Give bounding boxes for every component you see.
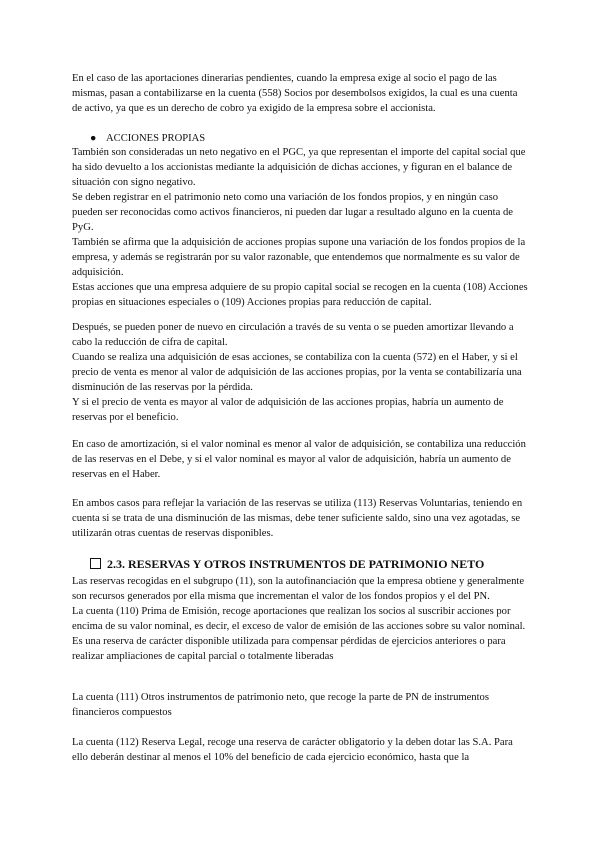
- paragraph-aportaciones: [72, 71, 530, 116]
- checkbox-square-icon: [90, 558, 101, 569]
- paragraph-text: Se deben registrar en el patrimonio neto como una variación de los fondos propios, y en ningún caso pueden ser reconocidas como activos financieros, ni pueden dar lugar a resultado alguno en la cuenta de PyG.: [72, 192, 513, 233]
- paragraph-text: En caso de amortización, si el valor nominal es menor al valor de adquisición, se contabiliza una reducción de las reservas en el Debe, y si el valor nominal es mayor al valor de adquisición, habría un aumento de reservas en el Haber.: [72, 439, 526, 480]
- paragraph-ambos-casos: [72, 496, 530, 541]
- section-circulacion: [72, 320, 530, 425]
- paragraph-amortizacion: [72, 437, 530, 482]
- paragraph-text: También se afirma que la adquisición de acciones propias supone una variación de los fondos propios de la empresa, y además se registrarán por su valor razonable, que entendemos que normalmente es su valor de adquisición.: [72, 237, 526, 278]
- paragraph-text: La cuenta (111) Otros instrumentos de patrimonio neto, que recoge la parte de PN de instrumentos financieros compuestos: [72, 692, 489, 718]
- bullet-acciones-propias: [90, 131, 205, 146]
- paragraph-text: Cuando se realiza una adquisición de esas acciones, se contabiliza con la cuenta (572) en el Haber, y si el precio de venta es menor al valor de adquisición de las acciones propias, por la venta se contabilizaría una disminución de las reservas por la pérdida.: [72, 352, 522, 393]
- paragraph-text: Y si el precio de venta es mayor al valor de adquisición de las acciones propias, habría un aumento de reservas por el beneficio.: [72, 397, 504, 423]
- section-heading: [90, 556, 484, 572]
- bullet-marker: ●: [90, 133, 97, 144]
- heading-text: 2.3. RESERVAS Y OTROS INSTRUMENTOS DE PATRIMONIO NETO: [107, 557, 485, 571]
- paragraph-text: Después, se pueden poner de nuevo en circulación a través de su venta o se pueden amortizar llevando a cabo la reducción de cifra de capital.: [72, 322, 514, 348]
- paragraph-text: La cuenta (112) Reserva Legal, recoge una reserva de carácter obligatorio y la deben dotar las S.A. Para ello deberán destinar al menos el 10% del beneficio de cada ejercicio económico, hasta que la: [72, 737, 513, 763]
- paragraph-cuenta-112: [72, 735, 530, 765]
- bullet-title: ACCIONES PROPIAS: [106, 133, 206, 144]
- paragraph-text: Las reservas recogidas en el subgrupo (11), son la autofinanciación que la empresa obtiene y generalmente son recursos generados por ella misma que incrementan el valor de los fondos propios y el del PN.: [72, 576, 525, 602]
- paragraph-text: En el caso de las aportaciones dinerarias pendientes, cuando la empresa exige al socio el pago de las mismas, pasan a contabilizarse en la cuenta (558) Socios por desembolsos exigidos, la cual es una cuenta de activo, ya que es un derecho de cobro ya exigido de la empresa sobre el accionista.: [72, 73, 518, 114]
- paragraph-text: Estas acciones que una empresa adquiere de su propio capital social se recogen en la cuenta (108) Acciones propias en situaciones especiales o (109) Acciones propias para reducción de capital.: [72, 282, 528, 308]
- paragraph-cuenta-111: [72, 690, 530, 720]
- section-acciones-propias: [72, 145, 530, 310]
- paragraph-text: También son consideradas un neto negativo en el PGC, ya que representan el importe del capital social que ha sido devuelto a los accionistas mediante la adquisición de dichas acciones, y figuran en el balance de situación con signo negativo.: [72, 147, 526, 188]
- paragraph-text: En ambos casos para reflejar la variación de las reservas se utiliza (113) Reservas Voluntarias, teniendo en cuenta si se trata de una disminución de las mismas, debe tener suficiente saldo, sino una vez agotadas, se utilizarán otras cuentas de reservas disponibles.: [72, 498, 523, 539]
- paragraph-text: La cuenta (110) Prima de Emisión, recoge aportaciones que realizan los socios al suscribir acciones por encima de su valor nominal, es decir, el exceso de valor de emisión de las acciones sobre su valor nominal. Es una reserva de carácter disponible utilizada para compensar pérdidas de ejercicios anteriores o para realizar ampliaciones de capital parcial o totalmente liberadas: [72, 606, 526, 662]
- section-reservas: [72, 574, 530, 664]
